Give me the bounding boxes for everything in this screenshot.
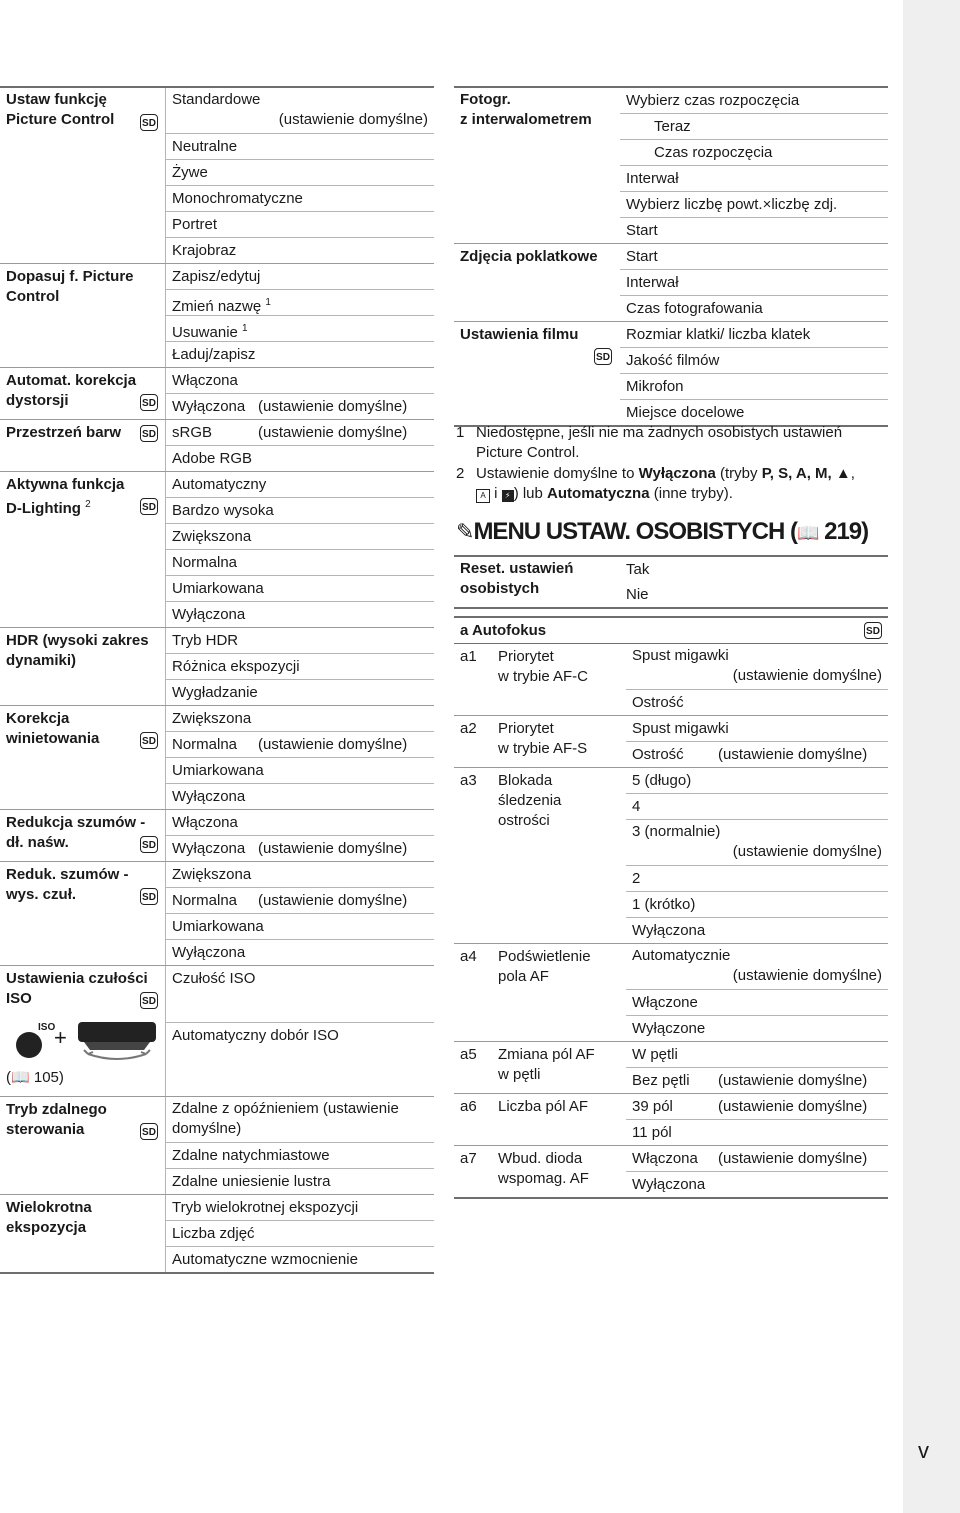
label: Tryb zdalnego (6, 1101, 107, 1118)
right-shooting-table (454, 86, 888, 427)
label: osobistych (460, 580, 540, 597)
option: Wyłączona (ustawienie domyślne) (172, 398, 408, 415)
af-title-row (454, 616, 888, 644)
option: Włączone (626, 990, 888, 1016)
af-row-a7: a7 Wbud. dioda wspomag. AF Włączona (ustawienie domyślne) Wyłączona (454, 1146, 888, 1199)
af-section-title: a Autofokus (460, 622, 547, 639)
option: Mikrofon (620, 374, 888, 400)
label: D-Lighting $^2$ (6, 499, 91, 517)
label: HDR (wysoki zakres (6, 632, 149, 649)
sd-icon (140, 394, 158, 411)
footnote-2: 2 Ustawienie domyślne to Wyłączona (tryby P, S, A, M, ▲, A i ⚡ ) lub Automatyczna (inne tryby). (456, 465, 855, 502)
label: dynamiki) (6, 652, 77, 669)
footnote-1: 1 Niedostępne, jeśli nie ma żadnych osobistych ustawień Picture Control. (456, 424, 843, 461)
option: sRGB (ustawienie domyślne) (166, 420, 434, 446)
option: Czułość ISO (166, 966, 434, 1023)
label: ekspozycja (6, 1219, 87, 1236)
option: Portret (166, 212, 434, 238)
option: 4 (626, 794, 888, 820)
option: Jakość filmów (620, 348, 888, 374)
custom-settings-heading: ✎MENU USTAW. OSOBISTYCH (📖 219) (456, 518, 869, 545)
option: Monochromatyczne (166, 186, 434, 212)
label: Control (6, 288, 60, 305)
option: Umiarkowana (166, 758, 434, 784)
option: Automatyczny dobór ISO (172, 1027, 339, 1044)
label: wys. czuł. (6, 886, 77, 903)
option: Wybierz czas rozpoczęcia (620, 88, 888, 114)
book-icon: 📖 (797, 523, 819, 543)
option: Automatycznie (ustawienie domyślne) (626, 944, 888, 990)
row-nr-long (0, 810, 434, 862)
option: Umiarkowana (166, 914, 434, 940)
option: Zapisz/edytuj (166, 264, 434, 290)
option: Wyłączona (172, 944, 246, 961)
option: W pętli (626, 1042, 888, 1068)
option: Tak (626, 561, 650, 578)
label: dystorsji (6, 392, 69, 409)
label: Korekcja (6, 710, 70, 727)
page-ref: (📖 105) (6, 1069, 64, 1086)
af-row-a2: a2 Priorytet w trybie AF-S Spust migawki Ostrość (ustawienie domyślne) (454, 716, 888, 768)
option: Teraz (620, 114, 888, 140)
sd-icon (594, 348, 612, 365)
label: sterowania (6, 1121, 85, 1138)
label: Przestrzeń barw (6, 424, 122, 441)
row-nr-iso (0, 862, 434, 966)
label: Ustawienia czułości (6, 970, 148, 987)
label: z interwalometrem (460, 111, 592, 128)
row-color-space (0, 420, 434, 472)
option: Adobe RGB (172, 450, 253, 467)
autofocus-table (454, 616, 888, 1199)
option: Automatyczne wzmocnienie (172, 1251, 358, 1268)
label: Ustaw funkcję (6, 91, 107, 108)
af-row-a5: a5 Zmiana pól AF w pętli W pętli Bez pętli (ustawienie domyślne) (454, 1042, 888, 1094)
option: Zdalne natychmiastowe (166, 1143, 434, 1169)
option: Krajobraz (172, 242, 237, 259)
label: Automat. korekcja (6, 372, 137, 389)
option: Spust migawki (ustawienie domyślne) (626, 644, 888, 690)
sd-icon (140, 888, 158, 905)
label: Reduk. szumów - (6, 866, 129, 883)
option: Wygładzanie (172, 684, 258, 701)
option: Zmień nazwę $^1$ (166, 290, 434, 316)
label: Fotogr. (460, 91, 511, 108)
option: Zdalne uniesienie lustra (172, 1173, 331, 1190)
row-vignette (0, 706, 434, 810)
option: 5 (długo) (626, 768, 888, 794)
option: 3 (normalnie) (ustawienie domyślne) (626, 820, 888, 866)
row-timelapse (454, 244, 888, 322)
flash-off-icon: ⚡ (502, 490, 514, 502)
option: Normalna (166, 550, 434, 576)
option: Włączona (166, 368, 434, 394)
iso-tag: ISO (38, 1022, 56, 1033)
option: 2 (626, 866, 888, 892)
option: Wyłączona (632, 922, 706, 939)
sd-icon (864, 622, 882, 639)
label: Aktywna funkcja (6, 476, 125, 493)
sd-icon (140, 836, 158, 853)
command-dial-icon (74, 1020, 160, 1062)
option: Bez pętli (ustawienie domyślne) (632, 1072, 868, 1089)
option: Tryb HDR (166, 628, 434, 654)
label: ISO (6, 990, 32, 1007)
option: Wyłączona (172, 606, 246, 623)
option: Neutralne (166, 134, 434, 160)
option: Bardzo wysoka (166, 498, 434, 524)
option: Usuwanie $^1$ (166, 316, 434, 342)
sd-icon (140, 992, 158, 1009)
label: Zdjęcia poklatkowe (460, 248, 598, 265)
row-picture-control (0, 86, 434, 264)
option: 39 pól (ustawienie domyślne) (626, 1094, 888, 1120)
option: Zdalne z opóźnieniem (ustawienie domyślne) (166, 1097, 434, 1143)
label: winietowania (6, 730, 100, 747)
sd-icon (140, 425, 158, 442)
left-settings-table (0, 86, 434, 1274)
option: Normalna (ustawienie domyślne) (166, 732, 434, 758)
option: Interwał (620, 166, 888, 192)
option: Wyłączone (632, 1020, 706, 1037)
option: Wyłączona (ustawienie domyślne) (172, 840, 408, 857)
row-active-dlighting (0, 472, 434, 628)
af-row-a4: a4 Podświetlenie pola AF Automatycznie (ustawienie domyślne) Włączone Wyłączone (454, 944, 888, 1042)
row-interval (454, 86, 888, 244)
option: Włączona (ustawienie domyślne) (626, 1146, 888, 1172)
label: Redukcja szumów - (6, 814, 146, 831)
option: Zwiększona (166, 524, 434, 550)
iso-button-icon (16, 1032, 42, 1058)
option: Wybierz liczbę powt.×liczbę zdj. (620, 192, 888, 218)
page-side-strip (903, 0, 960, 1513)
label: Picture Control (6, 111, 115, 128)
option: Normalna (ustawienie domyślne) (166, 888, 434, 914)
label: Ustawienia filmu (460, 326, 579, 343)
row-adjust-picture-control (0, 264, 434, 368)
row-movie-settings (454, 322, 888, 427)
iso-button-dial-graphic (12, 1018, 162, 1062)
label: Reset. ustawień (460, 560, 574, 577)
pencil-icon: ✎ (456, 519, 474, 544)
option: Spust migawki (626, 716, 888, 742)
plus-sign: + (54, 1025, 67, 1050)
scene-mode-icon: ▲, (835, 465, 855, 482)
af-row-a6: a6 Liczba pól AF 39 pól (ustawienie domyślne) 11 pól (454, 1094, 888, 1146)
option: 1 (krótko) (626, 892, 888, 918)
reset-table (454, 555, 888, 609)
row-distortion (0, 368, 434, 420)
label: Wielokrotna (6, 1199, 92, 1216)
option: Interwał (620, 270, 888, 296)
option: Żywe (166, 160, 434, 186)
row-remote (0, 1097, 434, 1195)
option: Wyłączona (172, 788, 246, 805)
option: Tryb wielokrotnej ekspozycji (166, 1195, 434, 1221)
af-row-a3: a3 Blokada śledzenia ostrości 5 (długo) 4 3 (normalnie) (ustawienie domyślne) 2 1 (krótko) Wyłączona (454, 768, 888, 944)
row-iso (0, 966, 434, 1097)
option: Rozmiar klatki/ liczba klatek (620, 322, 888, 348)
option: Zwiększona (166, 706, 434, 732)
option: Automatyczny (166, 472, 434, 498)
option: Start (626, 222, 658, 239)
option: Czas fotografowania (626, 300, 763, 317)
option: Liczba zdjęć (166, 1221, 434, 1247)
option: Różnica ekspozycji (166, 654, 434, 680)
option: Czas rozpoczęcia (620, 140, 888, 166)
book-icon: 📖 (11, 1069, 30, 1086)
sd-icon (140, 732, 158, 749)
option: Ostrość (ustawienie domyślne) (632, 746, 868, 763)
option: Start (620, 244, 888, 270)
option: 11 pól (632, 1124, 672, 1141)
option: Nie (626, 586, 649, 603)
option: Zwiększona (166, 862, 434, 888)
option: Standardowe (ustawienie domyślne) (166, 88, 434, 134)
sd-icon (140, 1123, 158, 1140)
auto-mode-icon: A (476, 489, 490, 503)
sd-icon (140, 114, 158, 131)
option: Wyłączona (632, 1176, 706, 1193)
row-reset (454, 555, 888, 609)
option: Ostrość (632, 694, 684, 711)
row-hdr (0, 628, 434, 706)
label: Dopasuj f. Picture (6, 268, 134, 285)
option: Miejsce docelowe (626, 404, 745, 421)
af-row-a1: a1 Priorytet w trybie AF-C Spust migawki (ustawienie domyślne) Ostrość (454, 644, 888, 716)
option: Włączona (166, 810, 434, 836)
label: dł. naśw. (6, 834, 69, 851)
option: Ładuj/zapisz (172, 346, 256, 363)
sd-icon (140, 498, 158, 515)
page-number: v (918, 1438, 929, 1463)
option: Umiarkowana (166, 576, 434, 602)
row-multi-exposure (0, 1195, 434, 1274)
